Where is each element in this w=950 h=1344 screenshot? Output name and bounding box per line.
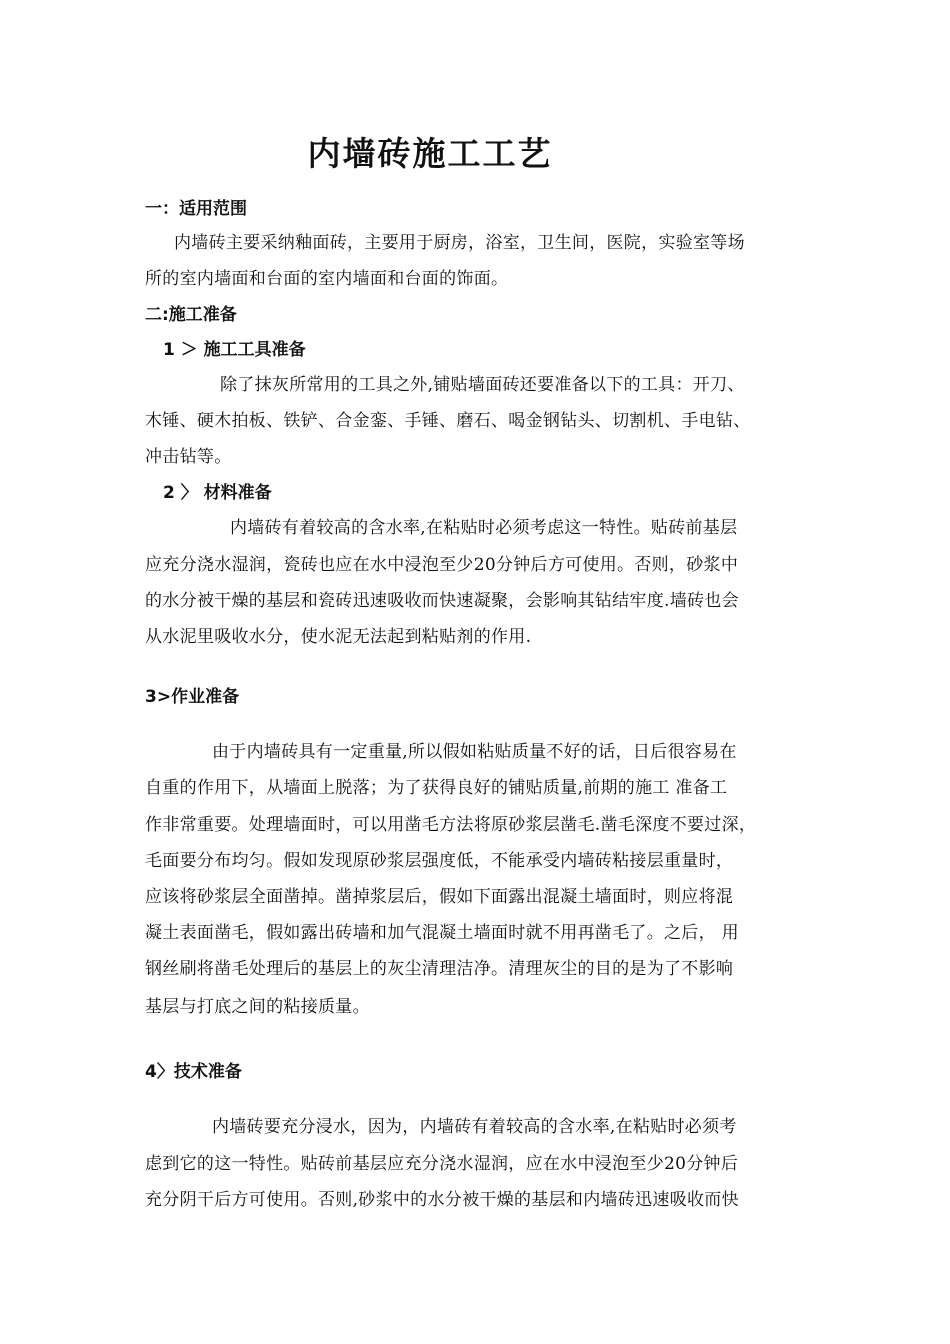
paragraph-line: 毛面要分布均匀。假如发现原砂浆层强度低，不能承受内墙砖粘接层重量时， xyxy=(145,851,734,871)
paragraph-line: 钢丝刷将凿毛处理后的基层上的灰尘清理洁净。清理灰尘的目的是为了不影响 xyxy=(145,959,734,979)
paragraph-line: 内墙砖主要采纳釉面砖，主要用于厨房，浴室，卫生间，医院，实验室等场 xyxy=(174,233,745,253)
subheading-materials: 2 〉 材料准备 xyxy=(163,483,272,503)
paragraph-line: 充分阴干后方可使用。否则,砂浆中的水分被干燥的基层和内墙砖迅速吸收而快 xyxy=(145,1190,739,1210)
paragraph-line: 从水泥里吸收水分，使水泥无法起到粘贴剂的作用. xyxy=(145,627,532,647)
subheading-technical: 4〉技术准备 xyxy=(145,1062,242,1082)
subheading-work: 3>作业准备 xyxy=(145,687,240,707)
section-heading-preparation: 二:施工准备 xyxy=(145,305,237,325)
paragraph-line: 凝土表面凿毛，假如露出砖墙和加气混凝土墙面时就不用再凿毛了。之后， 用 xyxy=(145,923,739,943)
paragraph-line: 木锤、硬木拍板、铁铲、合金銮、手锤、磨石、喝金钢钻头、切割机、手电钻、 xyxy=(145,411,751,431)
paragraph-line: 基层与打底之间的粘接质量。 xyxy=(145,997,370,1017)
paragraph-line: 应该将砂浆层全面凿掉。凿掉浆层后，假如下面露出混凝土墙面时，则应将混 xyxy=(145,887,734,907)
section-heading-scope: 一：适用范围 xyxy=(145,199,247,219)
paragraph-line: 内墙砖要充分浸水，因为，内墙砖有着较高的含水率,在粘贴时必须考 xyxy=(212,1117,737,1137)
paragraph-line: 虑到它的这一特性。贴砖前基层应充分浇水湿润，应在水中浸泡至少20分钟后 xyxy=(145,1154,739,1174)
paragraph-line: 除了抹灰所常用的工具之外,铺贴墙面砖还要准备以下的工具：开刀、 xyxy=(220,375,745,395)
paragraph-line: 由于内墙砖具有一定重量,所以假如粘贴质量不好的话，日后很容易在 xyxy=(212,742,737,762)
paragraph-line: 所的室内墙面和台面的室内墙面和台面的饰面。 xyxy=(145,269,509,289)
paragraph-line: 自重的作用下，从墙面上脱落；为了获得良好的铺贴质量,前期的施工 准备工 xyxy=(145,778,728,798)
paragraph-line: 冲击钻等。 xyxy=(145,447,232,467)
paragraph-line: 应充分浇水湿润，瓷砖也应在水中浸泡至少20分钟后方可使用。否则，砂浆中 xyxy=(145,555,739,575)
paragraph-line: 内墙砖有着较高的含水率,在粘贴时必须考虑这一特性。贴砖前基层 xyxy=(230,518,738,538)
paragraph-line: 的水分被干燥的基层和瓷砖迅速吸收而快速凝聚，会影响其钻结牢度.墙砖也会 xyxy=(145,591,739,611)
paragraph-line: 作非常重要。处理墙面时，可以用凿毛方法将原砂浆层凿毛.凿毛深度不要过深， xyxy=(145,815,757,835)
document-title: 内墙砖施工工艺 xyxy=(307,134,553,173)
subheading-tools: 1 ＞ 施工工具准备 xyxy=(163,340,306,360)
